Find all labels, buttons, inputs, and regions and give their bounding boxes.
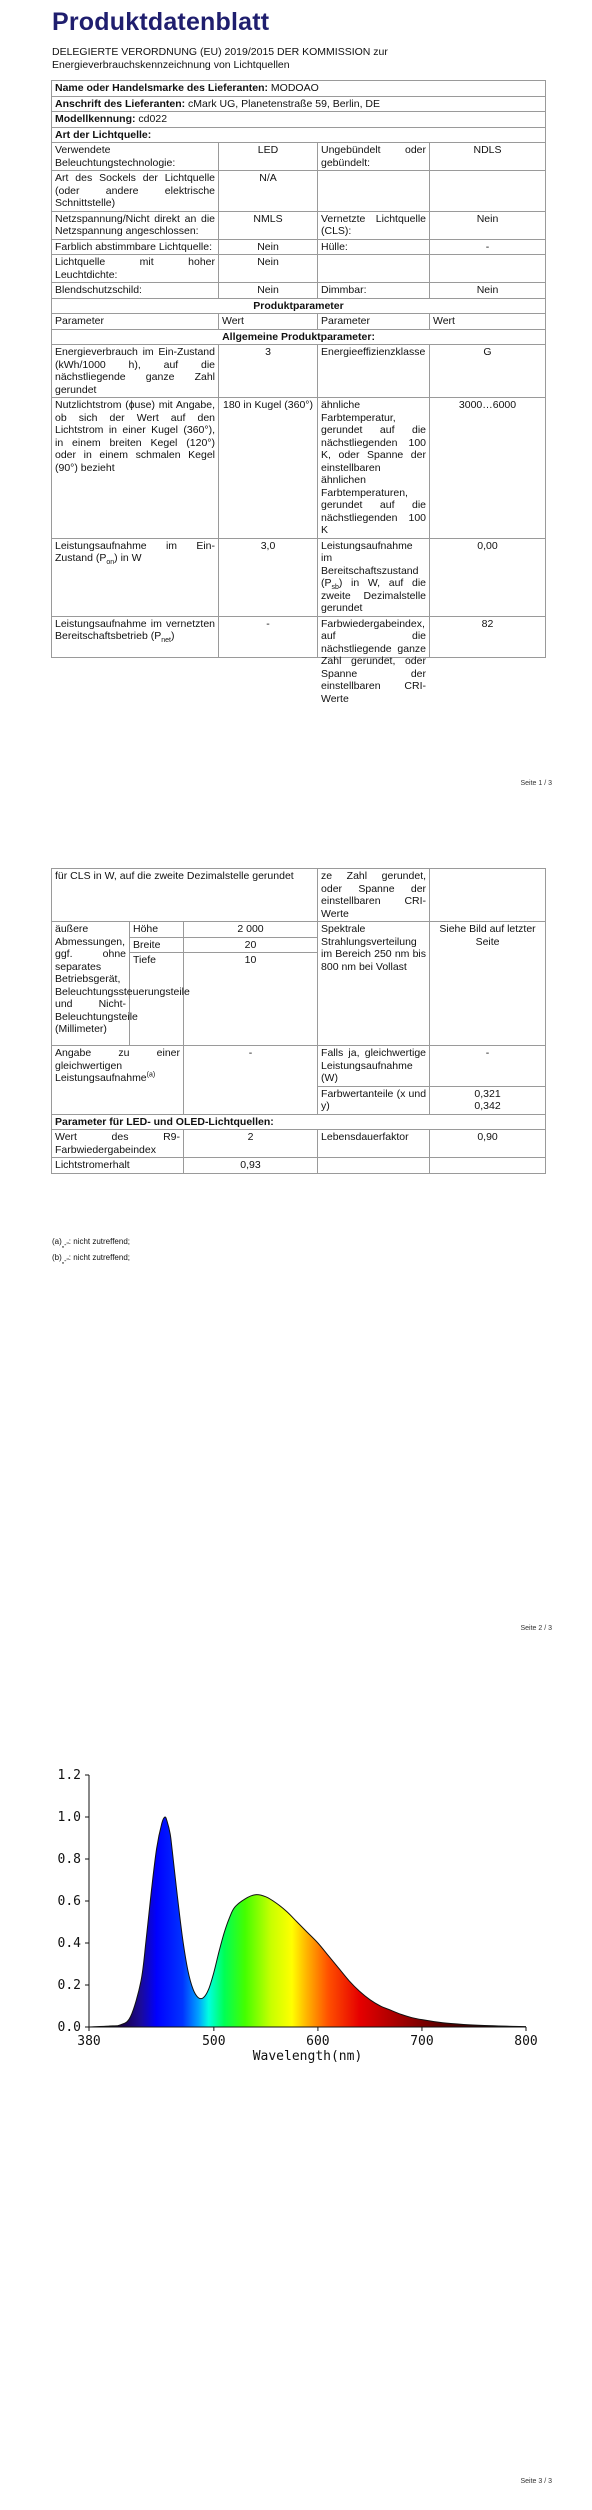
brand-value: MODOAO xyxy=(270,82,319,94)
light-type-header: Art der Lichtquelle: xyxy=(52,127,546,143)
model-value: cd022 xyxy=(138,113,168,125)
x-tick-label: 800 xyxy=(514,2034,538,2049)
y-tick-label: 0.6 xyxy=(57,1894,81,1909)
dimensions-label: äußere Abmessungen, ggf. ohne separates Betriebsgerät, Beleuchtungssteuerungsteile und Nicht-Beleuchtungsteile (Millimeter) xyxy=(52,922,130,1046)
table-row: Leistungsaufnahme im Ein-Zustand $(P_{on})$ in W 3,0 Leistungsaufnahme im Bereitschaftszustand $(P_{sb})$ in W, auf die zweite Dezimalstelle gerundet 0,00 xyxy=(52,538,546,616)
table-row: Lichtquelle mit hoher Leuchtdichte: Nein xyxy=(52,255,546,283)
table-row: Nutzlichtstrom (ɸuse) mit Angabe, ob sich der Wert auf den Lichtstrom in einer Kugel (360°), in einem breiten Kegel (120°) oder in einem schmalen Kegel (90°) bezieht 180 in Kugel (360°) ähnliche Farbtemperatur, gerundet auf die nächstliegenden 100 K, oder Spanne der einstellbaren ähnlichen Farbtemperaturen, gerundet auf die nächstliegenden 100 K 3000…6000 xyxy=(52,398,546,539)
page-number: Seite 1 / 3 xyxy=(520,780,552,787)
y-tick-label: 0.2 xyxy=(57,1978,81,1993)
y-tick-label: 0.8 xyxy=(57,1852,81,1867)
table-row: Netzspannung/Nicht direkt an die Netzspannung angeschlossen: NMLS Vernetzte Lichtquelle (CLS): Nein xyxy=(52,211,546,239)
led-params-header-row xyxy=(52,1114,546,1130)
footnote-b: $(b)_{„-“}$: nicht zutreffend; xyxy=(52,1253,131,1265)
page-3 xyxy=(0,1645,592,2510)
table-row: Verwendete Beleuchtungstechnologie: LED Ungebündelt oder gebündelt: NDLS xyxy=(52,143,546,171)
product-data-table xyxy=(51,80,546,705)
column-headers-row: Parameter Wert Parameter Wert xyxy=(52,314,546,330)
y-tick-label: 0.0 xyxy=(57,2020,81,2035)
led-params-header: Parameter für LED- und OLED-Lichtquellen: xyxy=(52,1114,546,1130)
table-row: Lichtstromerhalt 0,93 xyxy=(52,1158,546,1174)
x-axis-label: Wavelength(nm) xyxy=(252,2049,363,2064)
page-2 xyxy=(0,800,592,1645)
table-row: Leistungsaufnahme im vernetzten Bereitschaftsbetrieb $(P_{net})$ - Farbwiedergabeindex, auf die nächstliegende ganze Zahl gerundet, oder Spanne der einstellbaren CRI-Werte 82 xyxy=(52,616,546,657)
table-row: Energieverbrauch im Ein-Zustand (kWh/1000 h), auf die nächstliegende ganze Zahl gerundet 3 Energieeffizienzklasse G xyxy=(52,345,546,398)
y-tick-label: 1.2 xyxy=(57,1768,81,1783)
document-title: Produktdatenblatt xyxy=(52,8,270,36)
address-label: Anschrift des Lieferanten: xyxy=(55,97,186,110)
model-row xyxy=(52,112,546,128)
page-1 xyxy=(0,0,592,800)
table-row: Wert des R9-Farbwiedergabeindex 2 Lebensdauerfaktor 0,90 xyxy=(52,1130,546,1158)
y-tick-label: 1.0 xyxy=(57,1810,81,1825)
table-row: Angabe zu einer gleichwertigen Leistungsaufnahme$^{(a)}$ - Falls ja, gleichwertige Leistungsaufnahme (W) - xyxy=(52,1046,546,1087)
product-params-header: Produktparameter xyxy=(52,298,546,314)
page-number: Seite 3 / 3 xyxy=(520,2478,552,2485)
product-params-header-row xyxy=(52,298,546,314)
table-row: für CLS in W, auf die zweite Dezimalstelle gerundet ze Zahl gerundet, oder Spanne der einstellbaren CRI-Werte xyxy=(52,869,546,922)
supplier-address-row xyxy=(52,96,546,112)
spectrum-area xyxy=(89,1817,526,2027)
model-label: Modellkennung: xyxy=(55,113,136,125)
table-row: Farbwertanteile (x und y) 0,321 0,342 xyxy=(52,1086,546,1114)
brand-label: Name oder Handelsmarke des Lieferanten: xyxy=(55,82,268,94)
spectral-distribution-chart xyxy=(0,1765,592,2105)
dimensions-width-row: Breite 20 xyxy=(52,937,546,953)
x-tick-label: 380 xyxy=(77,2034,101,2049)
table-row: Blendschutzschild: Nein Dimmbar: Nein xyxy=(52,283,546,299)
footnote-a: $(a)_{„-“}$: nicht zutreffend; xyxy=(52,1237,131,1249)
dimensions-row: äußere Abmessungen, ggf. ohne separates Betriebsgerät, Beleuchtungssteuerungsteile und Nicht-Beleuchtungsteile (Millimeter) Höhe 2 000 Spektrale Strahlungsverteilung im Bereich 250 nm bis 800 nm bei Vollast Siehe Bild auf letzter Seite xyxy=(52,922,546,938)
x-tick-label: 500 xyxy=(202,2034,226,2049)
supplier-brand-row xyxy=(52,81,546,97)
table-row: Farblich abstimmbare Lichtquelle: Nein Hülle: - xyxy=(52,239,546,255)
dimensions-depth-row: Tiefe 10 xyxy=(52,953,546,1046)
general-params-header-row xyxy=(52,329,546,345)
table-row: Art des Sockels der Lichtquelle (oder andere elektrische Schnittstelle) N/A xyxy=(52,171,546,212)
light-type-header-row xyxy=(52,127,546,143)
x-tick-label: 600 xyxy=(306,2034,330,2049)
y-tick-label: 0.4 xyxy=(57,1936,81,1951)
address-value: cMark UG, Planetenstraße 59, Berlin, DE xyxy=(188,97,381,110)
product-data-table-continued xyxy=(51,868,546,1174)
regulation-text: DELEGIERTE VERORDNUNG (EU) 2019/2015 DER KOMMISSION zur Energieverbrauchskennzeichnung von Lichtquellen xyxy=(52,46,388,71)
x-tick-label: 700 xyxy=(410,2034,434,2049)
page-number: Seite 2 / 3 xyxy=(520,1625,552,1632)
general-params-header: Allgemeine Produktparameter: xyxy=(52,329,546,345)
